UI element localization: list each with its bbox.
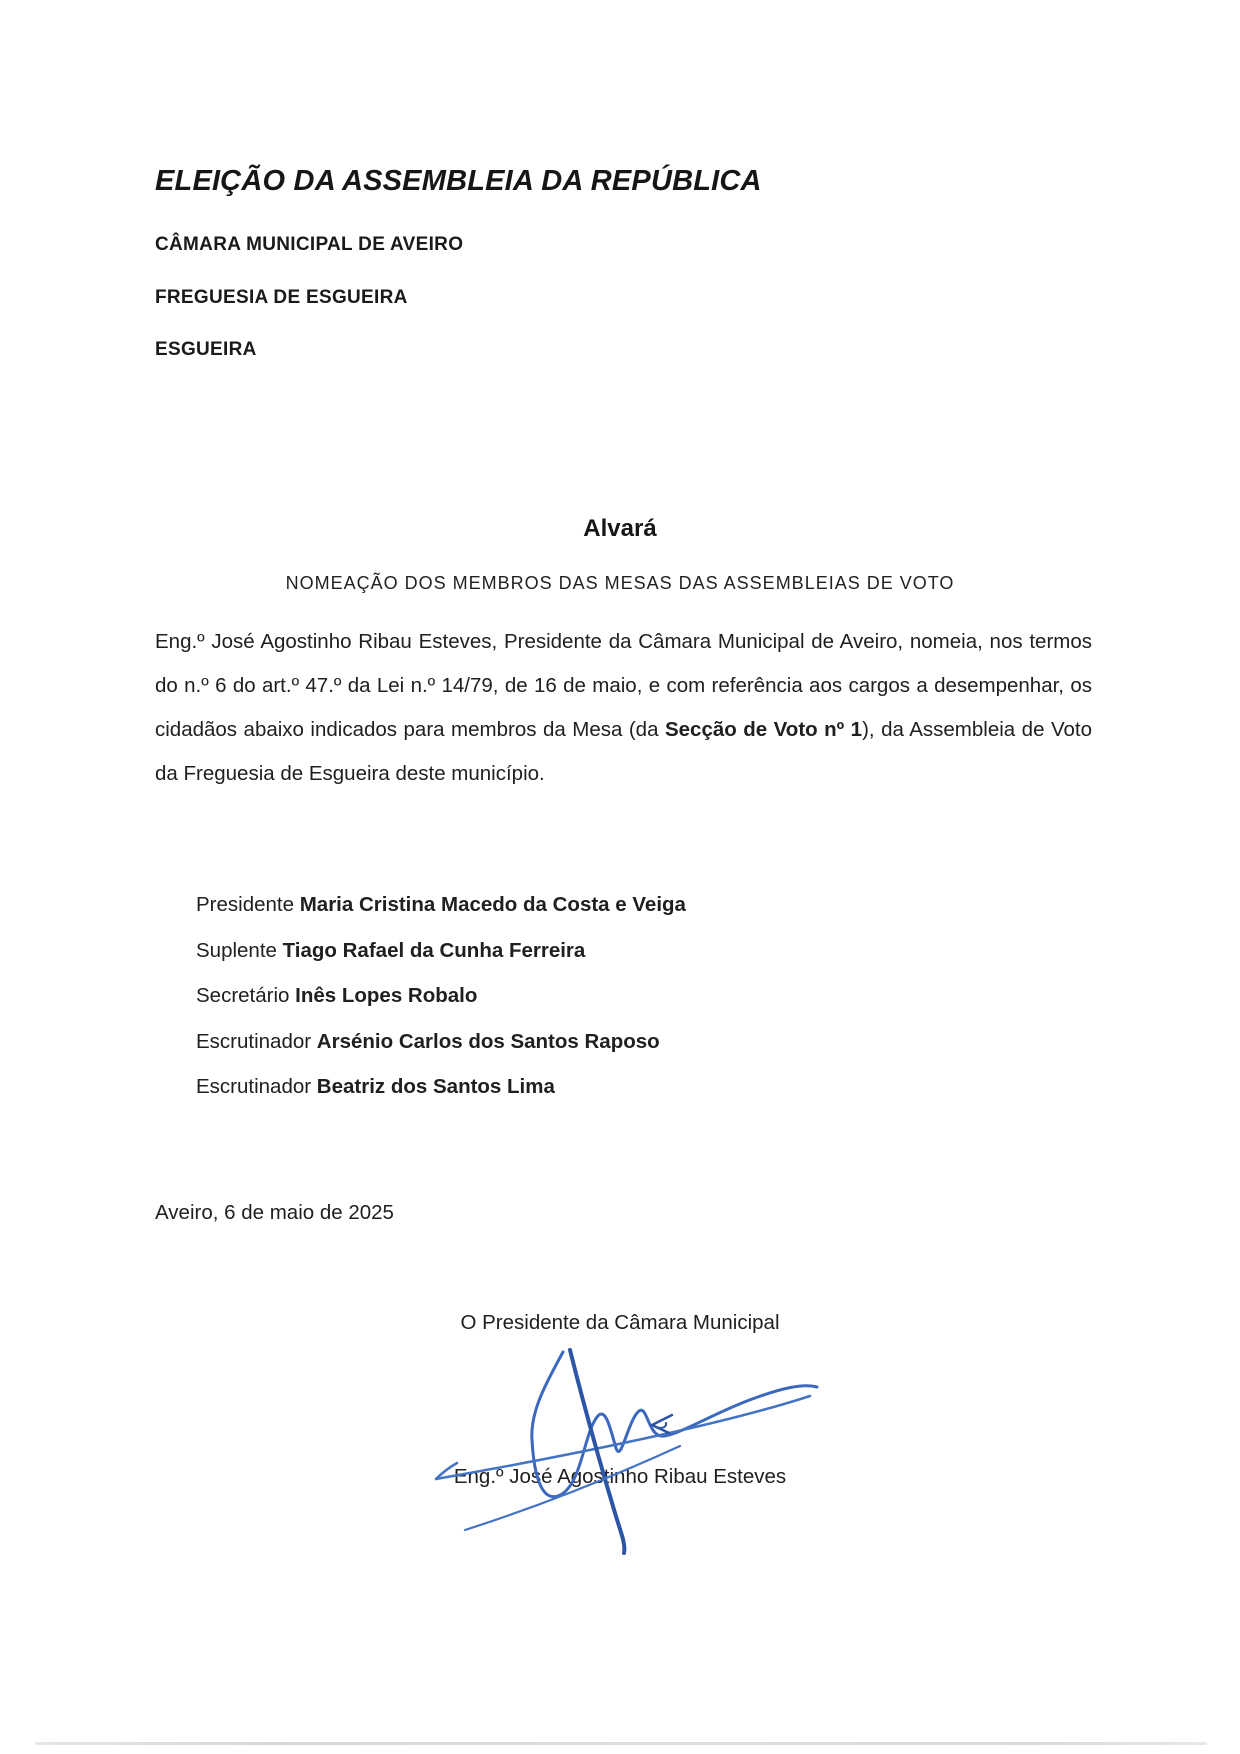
- member-name: Inês Lopes Robalo: [295, 984, 478, 1007]
- paragraph-segment: ), da Assembleia de Voto da Freguesia de Esgueira deste município.: [155, 718, 1092, 785]
- signature-ink: [410, 1338, 840, 1563]
- municipality-line: CÂMARA MUNICIPAL DE AVEIRO: [155, 234, 464, 255]
- member-row: [196, 1064, 996, 1110]
- member-name: Beatriz dos Santos Lima: [316, 1075, 555, 1098]
- document-subtitle: NOMEAÇÃO DOS MEMBROS DAS MESAS DAS ASSEMBLEIAS DE VOTO: [285, 573, 955, 593]
- parish-line: FREGUESIA DE ESGUEIRA: [155, 287, 408, 308]
- member-role: Presidente: [196, 893, 295, 916]
- nomination-paragraph: [155, 620, 1092, 796]
- member-name: Arsénio Carlos dos Santos Raposo: [316, 1029, 660, 1053]
- member-role: Escrutinador: [196, 1075, 312, 1098]
- page-bottom-edge-line: [35, 1742, 1207, 1745]
- member-row: [196, 928, 996, 974]
- signatory-title: O Presidente da Câmara Municipal: [460, 1311, 780, 1334]
- member-role: Escrutinador: [196, 1029, 312, 1053]
- signatory-name: Eng.º José Agostinho Ribau Esteves: [453, 1465, 787, 1488]
- election-title: ELEIÇÃO DA ASSEMBLEIA DA REPÚBLICA: [155, 165, 762, 197]
- member-name: Maria Cristina Macedo da Costa e Veiga: [299, 893, 686, 916]
- dateline: Aveiro, 6 de maio de 2025: [155, 1201, 394, 1224]
- members-list: [196, 882, 996, 1110]
- locality-line: ESGUEIRA: [155, 339, 257, 360]
- member-name: Tiago Rafael da Cunha Ferreira: [282, 938, 586, 962]
- member-row: [196, 1019, 996, 1065]
- member-role: Suplente: [196, 938, 277, 962]
- document-title: Alvará: [583, 515, 657, 542]
- paragraph-segment-bold: Secção de Voto nº 1: [664, 718, 863, 741]
- member-row: [196, 973, 996, 1019]
- member-role: Secretário: [196, 984, 290, 1007]
- member-row: [196, 882, 996, 928]
- paragraph-segment: Eng.º José Agostinho Ribau Esteves, Presidente da Câmara Municipal de Aveiro, nomeia, nos termos do n.º 6 do art.º 47.º da Lei n.º 14/79, de 16 de maio, e com referência aos cargos a desempenhar, os cidadãos abaixo indicados para membros da Mesa (da: [155, 630, 1092, 741]
